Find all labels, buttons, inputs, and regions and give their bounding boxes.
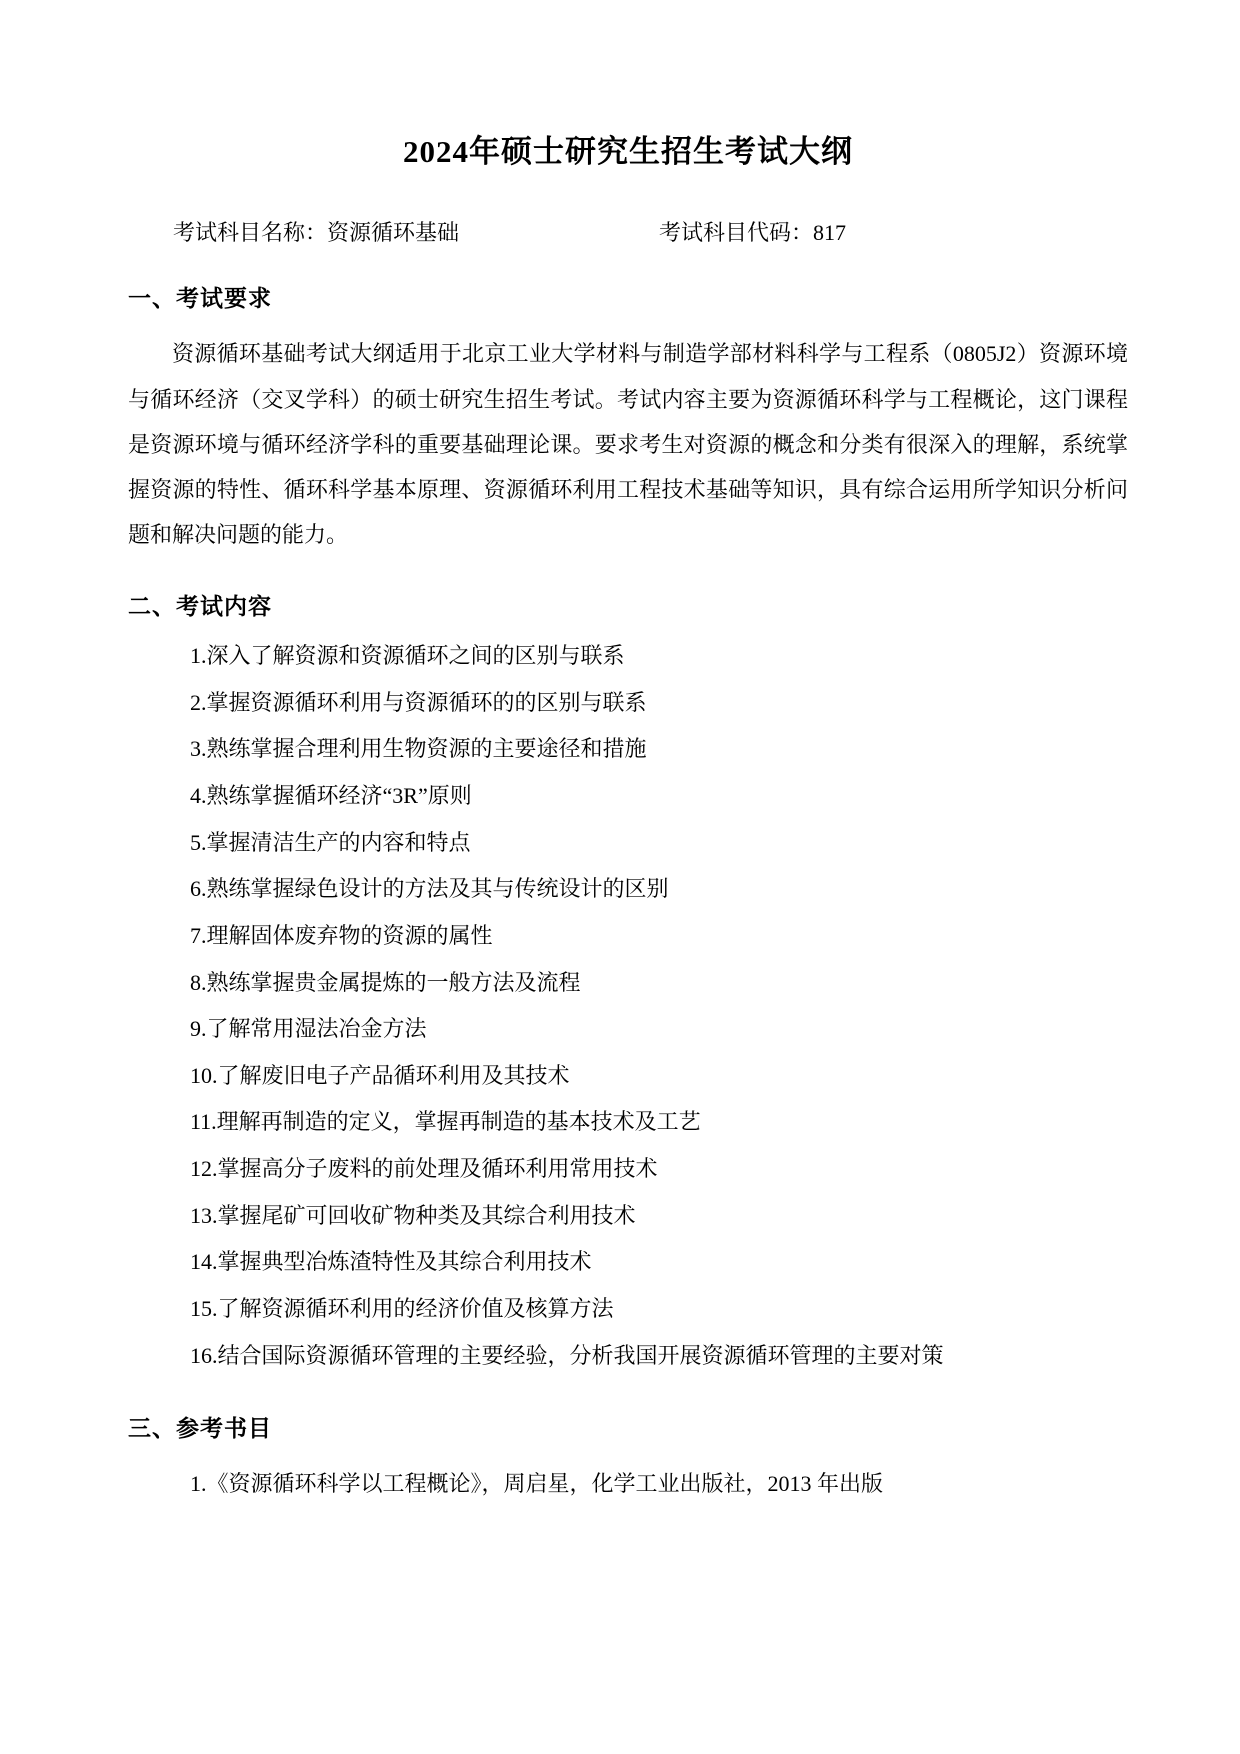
reference-list bbox=[128, 1461, 1128, 1507]
list-item: 16.结合国际资源循环管理的主要经验，分析我国开展资源循环管理的主要对策 bbox=[190, 1342, 944, 1368]
list-item: 13.掌握尾矿可回收矿物种类及其综合利用技术 bbox=[190, 1202, 636, 1228]
section-heading-references: 三、参考书目 bbox=[128, 1416, 272, 1442]
list-item: 11.理解再制造的定义，掌握再制造的基本技术及工艺 bbox=[190, 1109, 701, 1135]
list-item: 8.熟练掌握贵金属提炼的一般方法及流程 bbox=[190, 969, 581, 995]
list-item: 5.掌握清洁生产的内容和特点 bbox=[190, 829, 471, 855]
list-item: 2.掌握资源循环利用与资源循环的的区别与联系 bbox=[190, 689, 647, 715]
list-item: 1.《资源循环科学以工程概论》，周启星，化学工业出版社，2013 年出版 bbox=[190, 1471, 884, 1497]
list-item: 1.深入了解资源和资源循环之间的区别与联系 bbox=[190, 643, 625, 669]
document-content bbox=[128, 0, 1128, 1508]
exam-contents-list bbox=[128, 633, 1128, 1379]
list-item: 10.了解废旧电子产品循环利用及其技术 bbox=[190, 1062, 570, 1088]
subject-code-label: 考试科目代码：817 bbox=[659, 220, 847, 246]
section-heading-contents: 二、考试内容 bbox=[128, 593, 272, 619]
list-item: 7.理解固体废弃物的资源的属性 bbox=[190, 922, 493, 948]
requirements-paragraph: 资源循环基础考试大纲适用于北京工业大学材料与制造学部材料科学与工程系（0805J2）资源环境与循环经济（交叉学科）的硕士研究生招生考试。考试内容主要为资源循环科学与工程概论，这门课程是资源环境与循环经济学科的重要基础理论课。要求考生对资源的概念和分类有很深入的理解，系统掌握资源的特性、循环科学基本原理、资源循环利用工程技术基础等知识，具有综合运用所学知识分析问题和解决问题的能力。 bbox=[128, 341, 1128, 547]
list-item: 12.掌握高分子废料的前处理及循环利用常用技术 bbox=[190, 1156, 658, 1182]
list-item: 3.熟练掌握合理利用生物资源的主要途径和措施 bbox=[190, 736, 647, 762]
subject-name-label: 考试科目名称：资源循环基础 bbox=[173, 220, 460, 246]
section-heading-requirements: 一、考试要求 bbox=[128, 286, 272, 312]
list-item: 4.熟练掌握循环经济“3R”原则 bbox=[190, 783, 472, 809]
page-title: 2024年硕士研究生招生考试大纲 bbox=[403, 134, 853, 169]
list-item: 14.掌握典型冶炼渣特性及其综合利用技术 bbox=[190, 1249, 592, 1275]
list-item: 9.了解常用湿法冶金方法 bbox=[190, 1016, 427, 1042]
subject-info-row bbox=[128, 216, 1128, 249]
list-item: 15.了解资源循环利用的经济价值及核算方法 bbox=[190, 1295, 614, 1321]
list-item: 6.熟练掌握绿色设计的方法及其与传统设计的区别 bbox=[190, 876, 669, 902]
